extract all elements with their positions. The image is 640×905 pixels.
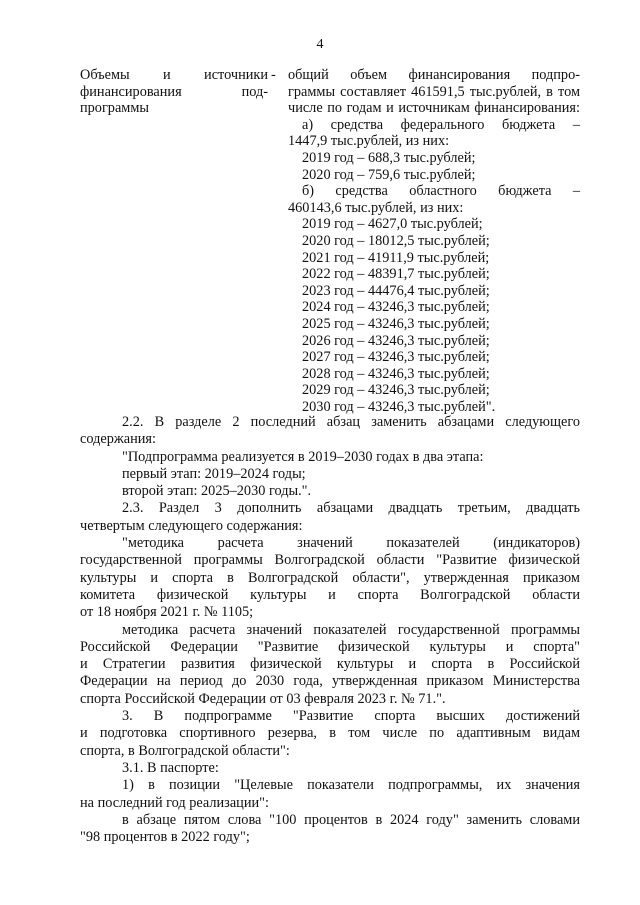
passport-value-word: – [572, 116, 580, 133]
passport-label-word: источники [204, 67, 268, 83]
funding-year-line: 2022 год – 48391,7 тыс.рублей; [302, 266, 490, 283]
passport-value-word: федерального [400, 116, 485, 133]
body-line: комитета физической культуры и спорта Волгоградской области [80, 586, 580, 603]
passport-value-word: средства [335, 183, 388, 200]
passport-value-line [288, 183, 580, 200]
passport-value-line: 1447,9 тыс.рублей, из них: [288, 133, 450, 150]
funding-year-line: 2019 год – 4627,0 тыс.рублей; [302, 216, 483, 233]
passport-value-word: финансирования: [474, 100, 580, 117]
funding-year-line: 2025 год – 43246,3 тыс.рублей; [302, 315, 490, 332]
passport-label [80, 67, 268, 415]
body-line: "Подпрограмма реализуется в 2019–2030 годах в два этапа: [122, 448, 484, 465]
body-line: государственной программы Волгоградской области "Развитие физической [80, 552, 580, 569]
body-line: методика расчета значений показателей государственной программы [122, 621, 580, 638]
passport-label-word: Объемы [80, 67, 130, 83]
passport-value-line: 460143,6 тыс.рублей, из них: [288, 199, 464, 216]
passport-value-word: тыс.рублей, [469, 83, 542, 100]
body-line: и подготовка спортивного резерва, в том числе по адаптивным видам [80, 725, 580, 742]
passport-value-word: по [327, 100, 343, 117]
funding-year-line: 2030 год – 43246,3 тыс.рублей". [302, 398, 496, 415]
passport-value-word: средства [330, 116, 384, 133]
passport-dash: - [271, 67, 276, 83]
body-line: "98 процентов в 2022 году"; [80, 829, 250, 846]
passport-value-word: и [386, 100, 394, 117]
funding-year-line: 2024 год – 43246,3 тыс.рублей; [302, 299, 490, 316]
passport-value-word: подпро- [531, 67, 580, 83]
body-line: от 18 ноября 2021 г. № 1105; [80, 604, 254, 621]
body-line: Федерации на период до 2030 года, утвержденная приказом Министерства [80, 673, 580, 690]
passport-value-word: составляет [340, 83, 406, 100]
funding-year-line: 2023 год – 44476,4 тыс.рублей; [302, 282, 490, 299]
passport-value-line [288, 67, 580, 84]
passport-label-word: программы [80, 100, 150, 117]
body-line: спорта Российской Федерации от 03 февраля 2023 г. № 71.". [80, 690, 446, 707]
passport-value-line [288, 84, 580, 101]
passport-value-word: объем [350, 67, 388, 83]
body-line: 3. В подпрограмме "Развитие спорта высших достижений [122, 708, 580, 725]
funding-year-line: 2029 год – 43246,3 тыс.рублей; [302, 382, 490, 399]
body-line: 2.3. Раздел 3 дополнить абзацами двадцать третьим, двадцать [122, 500, 580, 517]
body-line: культуры и спорта в Волгоградской области", утвержденная приказом [80, 569, 580, 586]
body-line: в абзаце пятом слова "100 процентов в 2024 году" заменить словами [122, 811, 580, 828]
body-line: 2.2. В разделе 2 последний абзац заменить абзацами следующего [122, 414, 580, 430]
body-line: Российской Федерации "Развитие физической культуры и спорта" [80, 638, 580, 655]
funding-year-line: 2019 год – 688,3 тыс.рублей; [302, 149, 476, 166]
body-line: 1) в позиции "Целевые показатели подпрограммы, их значения [122, 777, 580, 794]
body-line: спорта, в Волгоградской области": [80, 742, 290, 759]
page-number: 4 [316, 37, 324, 52]
body-line: на последний год реализации": [80, 794, 269, 811]
body-line: содержания: [80, 431, 156, 448]
passport-row [80, 67, 580, 415]
passport-label-word: финансирования [80, 83, 182, 100]
passport-label-word: и [163, 67, 171, 83]
passport-value-line [288, 117, 580, 134]
body-line: 3.1. В паспорте: [122, 759, 219, 776]
passport-value-word: бюджета [501, 116, 556, 133]
passport-value-word: областного [409, 183, 477, 200]
funding-year-line: 2026 год – 43246,3 тыс.рублей; [302, 332, 490, 349]
body-text [80, 414, 580, 846]
passport-value-word: источникам [398, 100, 470, 117]
body-line: второй этап: 2025–2030 годы.". [122, 483, 312, 500]
funding-year-line: 2028 год – 43246,3 тыс.рублей; [302, 365, 490, 382]
body-line: первый этап: 2019–2024 годы; [122, 465, 306, 482]
passport-value-word: 461591,5 [411, 83, 465, 100]
passport-value-word: том [558, 83, 580, 100]
passport-value-word: – [572, 183, 580, 200]
funding-year-line: 2020 год – 18012,5 тыс.рублей; [302, 232, 490, 249]
passport-value-word: финансирования [408, 67, 511, 83]
passport-value-word: общий [288, 67, 329, 83]
passport-value-line [288, 100, 580, 117]
passport-value-word: бюджета [498, 183, 552, 200]
passport-label-line [80, 100, 268, 117]
body-line: "методика расчета значений показателей (индикаторов) [122, 535, 580, 552]
passport-label-word: под- [241, 83, 268, 100]
passport-value-word: годам [346, 100, 382, 117]
body-line: четвертым следующего содержания: [80, 517, 303, 534]
passport-value-word: числе [288, 100, 323, 117]
passport-label-line [80, 84, 268, 101]
passport-value-word: граммы [288, 83, 336, 100]
body-line: и Стратегии развития физической культуры и спорта в Российской [80, 656, 580, 673]
funding-year-line: 2027 год – 43246,3 тыс.рублей; [302, 349, 490, 366]
passport-value [288, 67, 580, 415]
funding-year-line: 2021 год – 41911,9 тыс.рублей; [302, 249, 490, 266]
funding-year-line: 2020 год – 759,6 тыс.рублей; [302, 166, 476, 183]
passport-value-word: а) [302, 116, 314, 133]
passport-label-line [80, 67, 268, 84]
passport-value-word: в [546, 83, 553, 100]
passport-value-word: б) [302, 183, 315, 200]
